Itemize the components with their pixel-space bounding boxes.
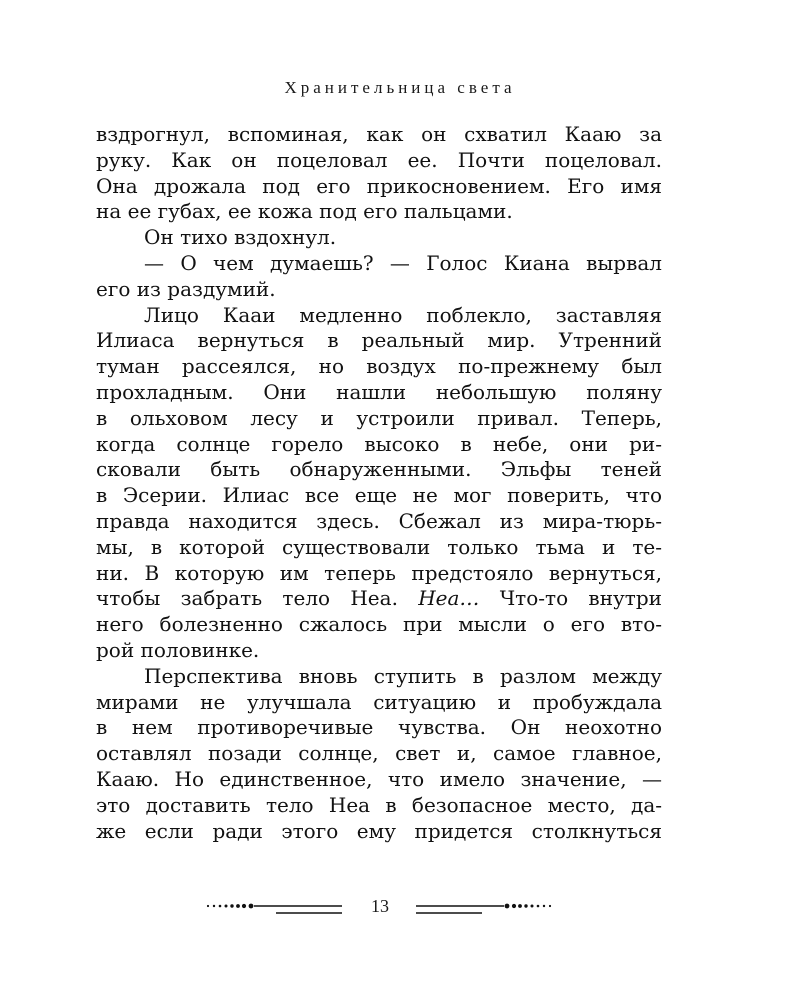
text-line-17: мы, в которой существовали только тьма и те- — [96, 534, 662, 559]
text-line-20: него болезненно сжалось при мысли о его вто- — [96, 612, 662, 637]
text-line-19 — [96, 586, 662, 612]
page-number: 13 — [371, 896, 389, 916]
text-line-2: руку. Как он поцеловал ее. Почти поцеловал. — [96, 147, 662, 172]
text-line-7: его из раздумий. — [96, 276, 276, 301]
text-line-28: же если ради этого ему придется столкнуться — [96, 818, 662, 843]
text-line-26: Кааю. Но единственное, что имело значение, — — [96, 766, 662, 791]
text-line-27: это доставить тело Неа в безопасное место, да- — [96, 792, 662, 817]
text-line-16: правда находится здесь. Сбежал из мира-тюрь- — [96, 508, 662, 533]
text-line-12: в ольховом лесу и устроили привал. Теперь, — [96, 405, 662, 430]
left-dot-rule-ornament — [196, 894, 346, 920]
text-line-3: Она дрожала под его прикосновением. Его имя — [96, 173, 662, 198]
text-line-1: вздрогнул, вспоминая, как он схватил Кааю за — [96, 122, 662, 146]
text-line-5: Он тихо вздохнул. — [144, 225, 337, 250]
text-line-23: мирами не улучшала ситуацию и пробуждала — [96, 689, 662, 714]
text-line-18: ни. В которую им теперь предстояло вернуться, — [96, 560, 662, 585]
text-line-13: когда солнце горело высоко в небе, они ри- — [96, 431, 662, 456]
text-line-19-italic: Неа… — [418, 586, 480, 611]
body-text — [96, 122, 662, 844]
text-line-19-before: чтобы забрать тело Неа. — [96, 586, 419, 611]
text-line-15: в Эсерии. Илиас все еще не мог поверить, что — [96, 483, 662, 508]
text-line-9: Илиаса вернуться в реальный мир. Утренний — [96, 328, 662, 353]
text-line-6: — О чем думаешь? — Голос Киана вырвал — [144, 250, 662, 275]
text-line-14: сковали быть обнаруженными. Эльфы теней — [96, 457, 662, 482]
text-line-8: Лицо Кааи медленно поблекло, заставляя — [144, 302, 662, 327]
running-head-title: Хранительница света — [284, 78, 516, 97]
text-line-24: в нем противоречивые чувства. Он неохотно — [96, 715, 662, 740]
right-dot-rule-ornament — [412, 894, 562, 920]
text-line-21: рой половинке. — [96, 637, 260, 662]
page-footer — [0, 890, 800, 930]
text-line-25: оставлял позади солнце, свет и, самое главное, — [96, 741, 662, 766]
text-line-19-after: Что-то внутри — [479, 586, 662, 611]
text-line-4: на ее губах, ее кожа под его пальцами. — [96, 199, 513, 224]
text-line-10: туман рассеялся, но воздух по-прежнему был — [96, 354, 662, 379]
text-line-11: прохладным. Они нашли небольшую поляну — [96, 379, 662, 404]
text-line-22: Перспектива вновь ступить в разлом между — [144, 663, 662, 688]
